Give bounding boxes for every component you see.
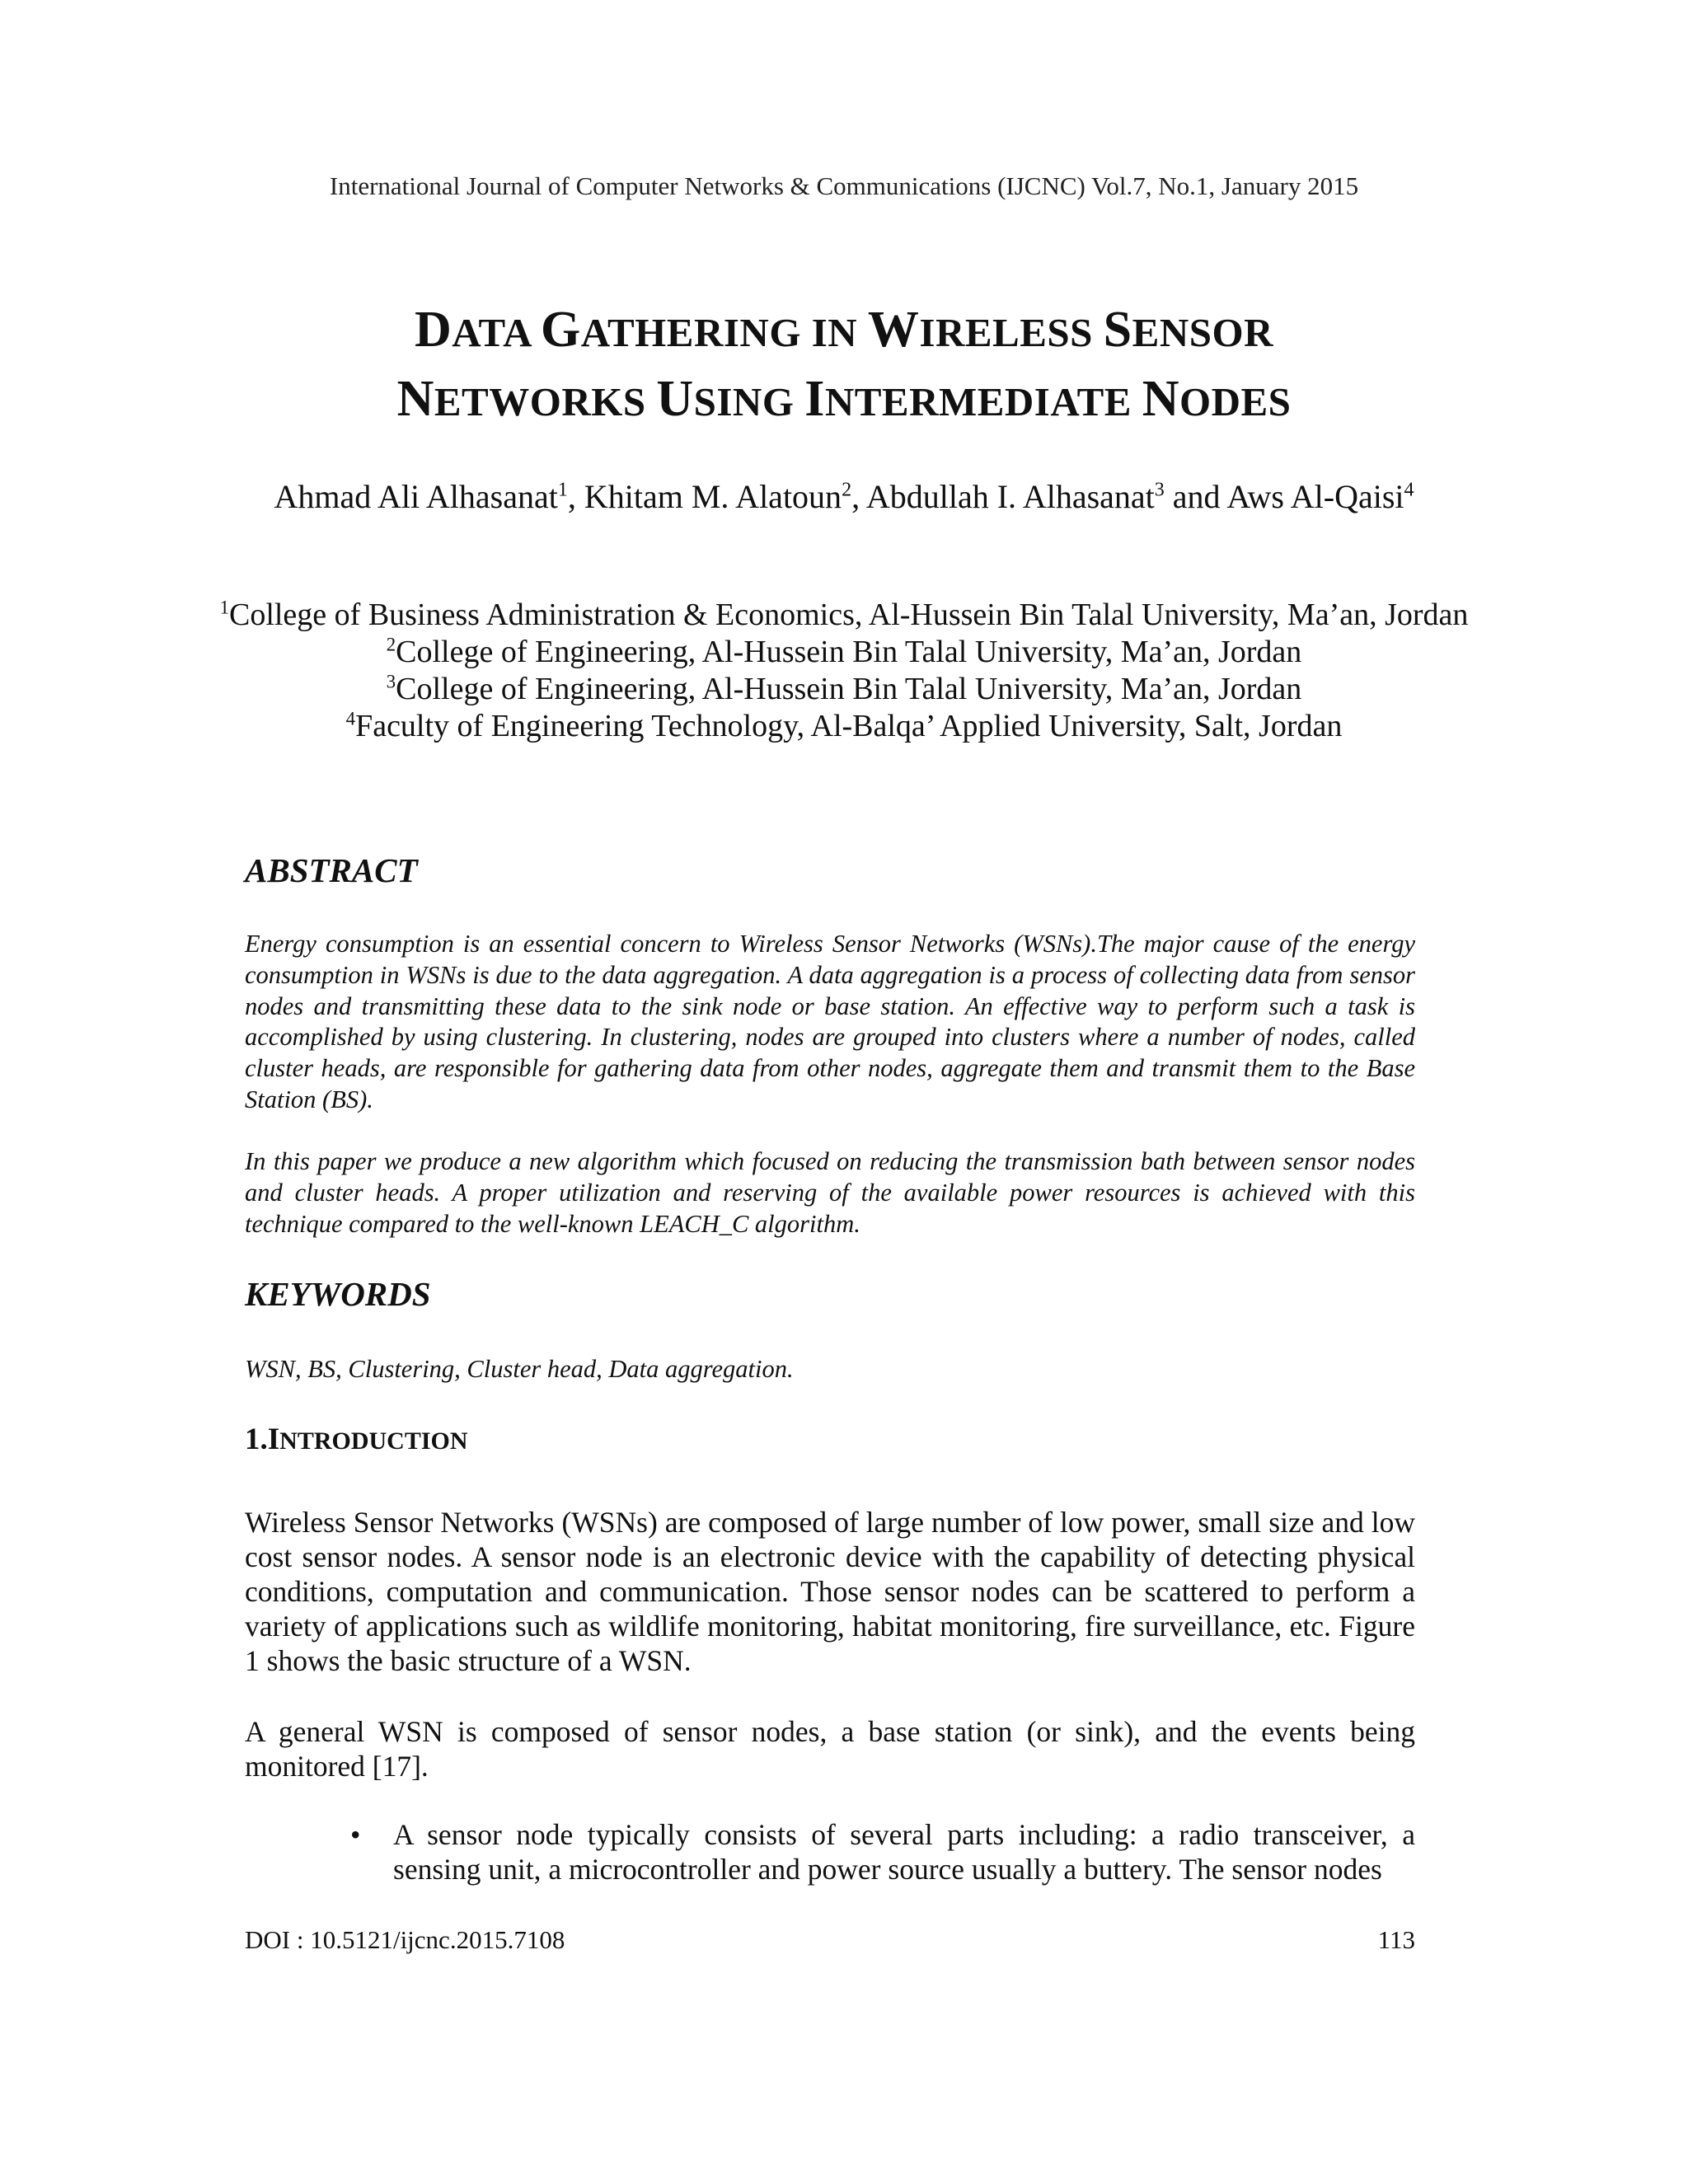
affiliation-list (206, 597, 1482, 745)
title-word: USING (656, 371, 805, 427)
author-sup: 4 (1404, 479, 1414, 501)
bullet-item (245, 1817, 1415, 1886)
author-separator: , (567, 478, 584, 515)
affiliation: $^2$College of Engineering, Al-Hussein Bin Talal University, Ma’an, Jordan (386, 634, 1302, 669)
author-sup: 1 (557, 479, 568, 501)
title-word: GATHERING (541, 302, 812, 358)
title-word: SENSOR (1103, 302, 1273, 358)
body-paragraph: A general WSN is composed of sensor nodes, a base station (or sink), and the events being monitored [17]. (245, 1715, 1415, 1783)
affiliation: $^1$College of Business Administration & Economics, Al-Hussein Bin Talal University, Ma’an, Jordan (219, 597, 1469, 632)
bullet-list (245, 1817, 1415, 1886)
author-sup: 3 (1154, 479, 1165, 501)
title-word: INTERMEDIATE (804, 371, 1142, 427)
journal-header: International Journal of Computer Networks & Communications (IJCNC) Vol.7, No.1, January 2015 (329, 171, 1359, 200)
author-name: Abdullah I. Alhasanat (865, 478, 1155, 515)
author-name: Ahmad Ali Alhasanat (274, 478, 558, 515)
affiliation: $^3$College of Engineering, Al-Hussein Bin Talal University, Ma’an, Jordan (386, 671, 1302, 706)
title-word: WIRELESS (867, 302, 1104, 358)
footer-doi: DOI : 10.5121/ijcnc.2015.7108 (245, 1925, 565, 1954)
affiliation: $^4$Faculty of Engineering Technology, Al-Balqa’ Applied University, Salt, Jordan (345, 708, 1343, 743)
abstract-heading: ABSTRACT (245, 851, 418, 889)
keywords-text: WSN, BS, Clustering, Cluster head, Data aggregation. (245, 1355, 794, 1383)
bullet-icon: • (350, 1818, 361, 1851)
title-word: DATA (415, 302, 542, 358)
title-word: NETWORKS (396, 371, 657, 427)
author-separator: , (851, 478, 866, 515)
title-word: NODES (1142, 371, 1292, 427)
author-list (239, 476, 1449, 518)
title-line-1 (165, 297, 1523, 366)
author-sup: 2 (842, 479, 852, 501)
page-number: 113 (1377, 1925, 1415, 1954)
author-name: Aws Al-Qaisi (1226, 478, 1404, 515)
author-name: Khitam M. Alatoun (584, 478, 842, 515)
abstract-paragraph: In this paper we produce a new algorithm which focused on reducing the transmission bath between sensor nodes and cluster heads. A proper utilization and reserving of the available power resources is achieved with this technique compared to the well-known LEACH_C algorithm. (245, 1147, 1415, 1238)
title-word: IN (811, 310, 868, 355)
author-separator: and (1164, 478, 1227, 515)
keywords-heading: KEYWORDS (245, 1275, 431, 1313)
body-paragraph: Wireless Sensor Networks (WSNs) are composed of large number of low power, small size and low cost sensor nodes. A sensor node is an electronic device with the capability of detecting physical conditions, computation and communication. Those sensor nodes can be scattered to perform a variety of applications such as wildlife monitoring, habitat monitoring, fire surveillance, etc. Figure 1 shows the basic structure of a WSN. (245, 1506, 1415, 1677)
abstract-paragraph: Energy consumption is an essential concern to Wireless Sensor Networks (WSNs).The major cause of the energy consumption in WSNs is due to the data aggregation. A data aggregation is a process of collecting data from sensor nodes and transmitting these data to the sink node or base station. An effective way to perform such a task is accomplished by using clustering. In clustering, nodes are grouped into clusters where a number of nodes, called cluster heads, are responsible for gathering data from other nodes, aggregate them and transmit them to the Base Station (BS). (245, 930, 1415, 1113)
bullet-text: A sensor node typically consists of several parts including: a radio transceiver, a sensing unit, a microcontroller and power source usually a buttery. The sensor nodes (393, 1818, 1415, 1886)
title-line-2 (165, 366, 1523, 435)
paper-title (165, 297, 1523, 435)
section-heading-introduction: 1.INTRODUCTION (245, 1422, 468, 1456)
